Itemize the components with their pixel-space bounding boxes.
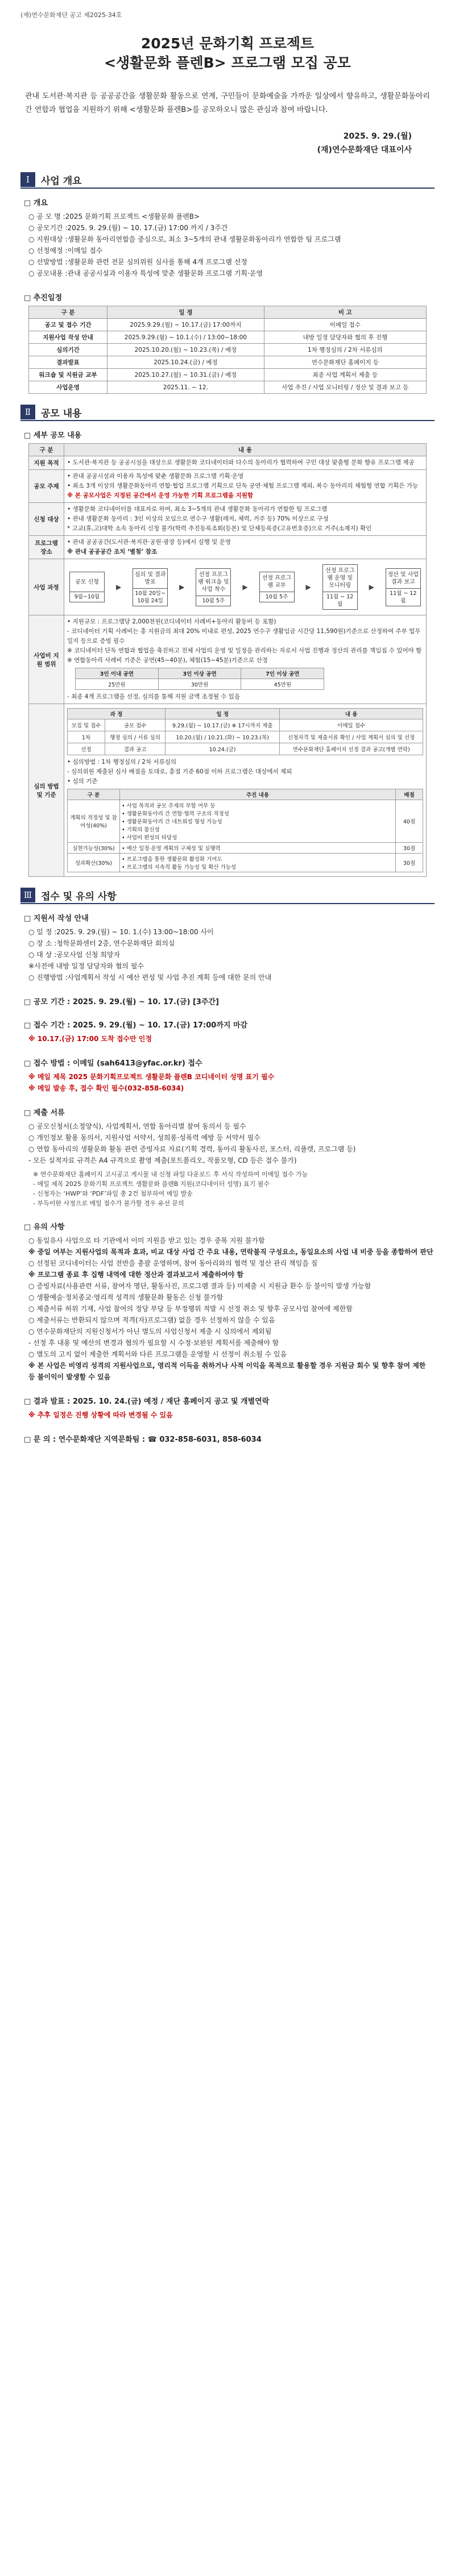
caution-list [20,1235,435,1383]
schedule-col-header: 일 정 [107,306,264,319]
proc-cell: 결과 공고 [105,743,166,755]
place-item: • 관내 공공공간(도서관·복지관·공원·광장 등)에서 실행 및 운영 [67,539,231,546]
overview-key: ○ 공모내용 : [28,269,68,277]
proc-row [68,731,423,743]
support-item: - 코디네이터 기획 사례비는 총 지원금의 최대 20% 이내로 편성, 2025 연수구 생활임금 시간당 11,590원)기준으로 산정하여 주부 업무일지 등으로 증빙 필수 [67,628,421,644]
period-line: □ 공모 기간 : 2025. 9. 29.(월) ~ 10. 17.(금) [3주간] [24,998,219,1006]
proc-cell: 10.20.(월) / 10.21.(화) ~ 10.23.(목) [166,731,280,743]
schedule-cell: 공고 및 접수 기간 [29,319,107,331]
proc-col-date: 일 정 [166,709,280,719]
overview-heading: □ 개요 [24,199,48,207]
caution-item: ○ 동일유사 사업으로 타 기관에서 이미 지원을 받고 있는 경우 중복 지원 불가함 [28,1237,265,1245]
schedule-cell: 2025.9.29.(월) ~ 10.1.(수) / 13:00~18:00 [107,331,264,344]
target-item: • 관내 생활문화 동아리 : 3인 이상의 모임으로 연수구 생활(레저, 체력, 거주 등) 70% 이상으로 구성 [67,515,329,522]
guide-key: ○ 대 상 : [28,951,57,959]
flow-step-date: 10월 20일~ 10월 24일 [133,588,167,606]
caution-heading: □ 유의 사항 [24,1223,65,1231]
caution-item: ○ 선정된 코디네이터는 사업 전반을 총괄 운영하며, 참여 동아리와의 협력 및 정산 관리 책임을 짐 [28,1259,318,1267]
arrow-right-icon: ▶ [369,583,374,591]
flow-step [259,572,295,602]
detail-col-content: 내 용 [64,444,427,456]
schedule-cell: 결과발표 [29,356,107,369]
support-row [29,615,427,704]
fee-col-header: 3인 이내 공연 [76,668,159,679]
flow-step-title: 선정 프로그램 워크숍 및 사업 착수 [198,571,229,593]
guide-list [20,926,435,983]
detail-heading: □ 세부 공모 내용 [24,431,82,440]
overview-item [28,245,435,256]
caution-item: ○ 별도의 고지 없이 제출한 계획서와 다른 프로그램을 운영할 시 선정이 취소될 수 있음 [28,1350,287,1358]
schedule-cell: 최종 사업 계획서 제출 등 [264,369,426,381]
overview-value: 이메일 접수 [67,247,103,255]
detail-col-category: 구 분 [29,444,64,456]
caution-item: ※ 본 사업은 비영리 성격의 지원사업으로, 영리적 이득을 취하거나 사적 이익을 목적으로 활용할 경우 지원금 회수 및 향후 참여 제한 등 불이익이 발생할 수 있음 [28,1362,426,1381]
fee-col-header: 3인 이상 공연 [158,668,241,679]
docs-item: ○ 공모신청서(소정양식), 사업계획서, 연합 동아리별 참여 동의서 등 필수 [28,1122,246,1130]
schedule-cell: 연수문화재단 홈페이지 등 [264,356,426,369]
guide-key: ※ [28,962,35,970]
arrow-right-icon: ▶ [305,583,311,591]
guide-item [28,949,435,960]
contact-line: □ 문 의 : 연수문화재단 지역문화팀 : ☎ 032-858-6031, 858-6034 [24,1435,262,1444]
announce-date: 2025. 9. 29.(월) [343,132,412,141]
criteria-col-header: 배점 [396,789,423,800]
docs-item: ○ 연합 동아리의 생활문화 활동 관련 증빙자료 자료(기획 경력, 동아리 활동사진, 포스터, 리플렛, 프로그램 등) [28,1145,356,1153]
judge-note: • 심의방법 : 1차 행정심의 / 2차 서류심의 [67,759,176,765]
intro-paragraph: 관내 도서관·복지관 등 공공공간을 생활문화 활동으로 연계, 구민들이 문화예술을 가까운 일상에서 향유하고, 생활문화동아리 간 연합과 협업을 지원하기 위해 <생활문화 플렌B>를 공모하오니 많은 관심과 참여 바랍니다. [25,92,430,114]
criteria-row [68,843,423,854]
flow-step-date: 11월 ~ 12월 [386,588,420,606]
guide-item [28,926,435,938]
guide-item [28,960,435,972]
flow-step [69,572,105,602]
caution-item: ※ 프로그램 종료 후 집행 내역에 대한 정산과 결과보고서 제출하여야 함 [28,1271,244,1279]
overview-key: ○ 지원대상 : [28,235,68,243]
schedule-cell: 사업 추진 / 사업 모니터링 / 정산 및 결과 보고 등 [264,381,426,394]
overview-value: 생활문화 동아리연합을 중심으로, 최소 3~5개의 관내 생활문화동아리가 연합한 팀 프로그램 [67,235,341,243]
caution-item: ○ 연수문화재단의 지원신청서가 아닌 별도의 사업신청서 제출 시 심의에서 제외됨 [28,1327,272,1335]
flow-step-title: 선정 프로그램 운영 및 모니터링 [325,568,355,589]
flow-step-date: 10월 5주 [196,596,230,606]
schedule-row [29,331,427,344]
schedule-row [29,344,427,356]
content-row [29,470,427,503]
guide-value: 2025. 9. 29.(월) ~ 10. 1.(수) 13:00~18:00 사이 [56,928,214,936]
section-1-header [20,172,435,189]
overview-value: 2025. 9. 29.(월) ~ 10. 17.(금) 17:00 까지 / 3주간 [67,224,228,232]
schedule-cell: 이메일 접수 [264,319,426,331]
schedule-cell: 2025.9.29.(월) ~ 10.17.(금) 17:00까지 [107,319,264,331]
guide-item [28,972,435,983]
schedule-cell: 사업운영 [29,381,107,394]
criteria-cell: • 예산 일정·운영 계획의 구체성 및 실행력 [120,843,396,854]
criteria-cell: • 사업 목적과 공모 주제의 부합 여부 등 • 생활문화동아리 간 연합·협력 구조의 적정성 • 생활문화동아리 간 네트워킹 형성 가능성 • 기획의 참신성 • 사업비 편성의 타당성 [120,800,396,843]
caution-item: ※ 중일 여부는 지원사업의 목적과 효과, 비교 대상 사업 간 주요 내용, 연락불직 구성요소, 동일요소의 사업 내 비중 등을 종합하여 판단 [28,1248,433,1256]
criteria-cell: • 프로그램을 통한 생활문화 활성화 기여도 • 프로그램의 지속적 활동 가능성 및 확산 가능성 [120,854,396,872]
content-item: • 관내 공공시설과 이용자 특성에 맞춘 생활문화 프로그램 기획·운영 [67,473,244,480]
content-note: ※ 본 공모사업은 지정된 공간에서 운영 가능한 기획 프로그램을 지원함 [67,492,254,499]
caution-item: ○ 제출서류는 반환되지 않으며 적격(자)프로그램) 없을 경우 선정하지 않을 수 있음 [28,1316,275,1324]
criteria-table [67,789,423,872]
proc-cell: 모집 및 접수 [68,719,105,731]
schedule-cell: 2025.10.27.(월) ~ 10.31.(금) / 예정 [107,369,264,381]
target-item: • 생활문화 코디네이터를 대표자로 하여, 최소 3~5개의 관내 생활문화 동아리가 연합한 팀 프로그램 [67,506,328,513]
schedule-col-header: 구 분 [29,306,107,319]
schedule-cell: 1차 행정심의 / 2차 서류심의 [264,344,426,356]
target-label: 신청 대상 [29,503,64,536]
schedule-cell: 지원사업 작성 안내 [29,331,107,344]
proc-row [68,719,423,731]
criteria-cell: 30점 [396,843,423,854]
schedule-row [29,381,427,394]
proc-cell: 공모 접수 [105,719,166,731]
detail-table [28,443,427,877]
purpose-text: • 도서관·복지관 등 공공시설을 대상으로 생활문화 코디네이터와 다수의 동아리가 협력하여 구민 대상 맞춤형 문화 향유 프로그램 제공 [64,456,427,470]
overview-item [28,268,435,279]
docs-heading: □ 제출 서류 [24,1109,65,1117]
fee-table [75,668,324,690]
guide-item [28,938,435,949]
target-row [29,503,427,536]
flow-step-date: 10월 5주 [260,592,294,602]
fee-value: 30만원 [158,679,241,690]
fee-value: 25만원 [76,679,159,690]
arrow-right-icon: ▶ [179,583,185,591]
schedule-col-header: 비 고 [264,306,426,319]
docs-item: - 모든 실적자료 규격은 A4 규격으로 촬영 제출(포트폴리오, 작품모형, CD 등은 접수 불가) [28,1156,297,1164]
target-item: * 고교(휴,고)대학 소속 동아리 신청 불가(학력 추진동록조회(등본) 및 단체등록증(고유번호증)으로 거주(소재지) 확인 [67,525,372,532]
judge-process-table [67,708,423,755]
docs-notes [20,1170,435,1208]
criteria-cell: 계획의 적정성 및 참여성(40%) [68,800,120,843]
criteria-cell: 성과확산(30%) [68,854,120,872]
guide-heading: □ 지원서 작성 안내 [24,914,89,923]
proc-cell: 선정 [68,743,105,755]
overview-item [28,234,435,245]
flow-step [386,568,421,606]
flow-row [29,559,427,615]
proc-cell: 9.29.(월) ~ 10.17.(금) ※ 17시까지 제출 [166,719,280,731]
section-2-number: Ⅱ [20,405,35,419]
section-2-title: 공모 내용 [41,407,82,419]
place-note: ※ 관내 공공공간 조치 ‘별첨’ 참조 [67,548,158,555]
caution-item: - 선정 후 내용 및 예산의 변경과 협의가 필요할 시 수정·보완된 계획서를 제출해야 함 [28,1339,279,1347]
guide-key: ○ 진행방법 : [28,973,68,981]
section-3-header [20,887,435,904]
overview-value: 관내 공공시설과 이용자 특성에 맞춘 생활문화 프로그램 기획·운영 [67,269,263,277]
guide-value: 공모사업 신청 희망자 [56,951,121,959]
purpose-row [29,456,427,470]
proc-cell: 연수문화재단 홈페이지 선정 결과 공고(개별 연락) [280,743,423,755]
judge-label: 심의 방법 및 기준 [29,704,64,877]
proc-col-content: 내 용 [280,709,423,719]
overview-key: ○ 공모기간 : [28,224,68,232]
flow-step [133,568,168,606]
section-2-header [20,404,435,421]
schedule-cell: 내방 일정 담당자와 협의 후 진행 [264,331,426,344]
support-item: ※ 코디네이터 단독 연합과 협업을 축진하고 전체 사업의 운영 및 일정을 관리하는 자로서 사업 진행과 정산의 관리를 책임짐 수 있어야 함 [67,647,422,654]
method-note: ※ 메일 발송 후, 접수 확인 필수(032-858-6034) [28,1084,184,1092]
overview-key: ○ 공 모 명 : [28,213,65,220]
title-line-2: <생활문화 플렌B> 프로그램 모집 공모 [104,55,351,71]
proc-col-stage: 과 정 [68,709,166,719]
overview-item [28,211,435,222]
method-note: ※ 메일 제목 2025 문화기획프로젝트 생활문화 플렌B 코디네이터 성명 표기 필수 [28,1073,275,1081]
process-flow [67,561,423,613]
caution-item: ○ 생활예술·정치종교·영리적 성격의 생활문화 활동은 신청 불가함 [28,1293,224,1301]
schedule-cell: 2025.10.20.(월) ~ 10.23.(목) / 예정 [107,344,264,356]
flow-step-title: 심의 및 결과발표 [134,571,166,585]
judge-note: • 심의 기준 [67,778,98,785]
proc-cell: 1차 [68,731,105,743]
overview-item [28,256,435,268]
criteria-col-header: 주진 내용 [120,789,396,800]
fee-col-header: 7인 이상 공연 [241,668,324,679]
guide-value: 사전에 내방 일정 담당자와 협의 필수 [34,962,144,970]
criteria-cell: 실현가능성(30%) [68,843,120,854]
flow-step-title: 정산 및 사업 결과 보고 [387,571,419,585]
flow-step-title: 공모 신청 [75,579,99,585]
flow-label: 사업 과정 [29,559,64,615]
place-label: 프로그램 장소 [29,536,64,559]
docs-list [20,1121,435,1166]
result-note: ※ 추후 일정은 진행 상황에 따라 변경될 수 있음 [28,1411,173,1419]
title-block [20,34,435,73]
overview-item [28,222,435,234]
schedule-row [29,319,427,331]
schedule-heading: □ 추진일정 [24,294,63,302]
guide-key: ○ 일 정 : [28,928,57,936]
arrow-right-icon: ▶ [242,583,248,591]
caution-item: ○ 증빙자료(사용관련 서류, 참여자 명단, 활동사진, 프로그램 결과 등) 미제출 시 지원금 환수 등 불이익 발생 가능함 [28,1282,371,1290]
section-1-title: 사업 개요 [41,175,82,187]
overview-key: ○ 선발방법 : [28,258,68,266]
criteria-cell: 30점 [396,854,423,872]
notice-number: (재)연수문화재단 공고 제2025-34호 [20,11,122,19]
support-item: ※ 연합동아리 사례비 기준은 공연(45~40분), 체험(15~45분)기준으로 산정 [67,657,268,664]
flow-step-date: 11월 ~ 12월 [323,592,357,609]
proc-row [68,743,423,755]
method-line: □ 접수 방법 : 이메일 (sah6413@yfac.or.kr) 접수 [24,1059,202,1068]
content-item: • 최소 3개 이상의 생활문화동아리 연합·협업 프로그램 기획으로 단독 공연·체험 프로그램 제외, 복수 동아리의 체험형 연합 기획은 가능 [67,482,419,489]
flow-step [322,564,358,610]
docs-note: ※ 연수문화재단 홈페이지 고시공고 게시물 내 신청 파일 다운로드 후 서식 작성하여 이메일 접수 가능 [33,1171,308,1178]
schedule-cell: 2025.11. ~ 12. [107,381,264,394]
receipt-note: ※ 10.17.(금) 17:00 도착 접수만 인정 [28,1035,152,1043]
judge-note: - 심의위원 제출된 심사 배점을 토대로, 총점 기준 60점 이하 프로그램은 대상에서 제외 [67,768,292,775]
section-3-title: 접수 및 유의 사항 [41,890,117,902]
content-label: 공모 주제 [29,470,64,503]
proc-cell: 신청자격 및 제출서류 확인 / 사업 계획서 심의 및 선정 [280,731,423,743]
section-1-number: Ⅰ [20,172,35,187]
announce-org: (재)연수문화재단 대표이사 [317,145,412,155]
judge-row [29,704,427,877]
arrow-right-icon: ▶ [115,583,122,591]
docs-note: - 신청자는 ‘HWP’와 ‘PDF’파일 총 2건 첨부하여 메일 발송 [33,1190,193,1197]
support-item: • 지원규모 : 프로그램당 2,000천원(코디네이터 사례비+동아리 활동비 등 포함) [67,618,276,625]
docs-item: ○ 개인정보 활용 동의서, 지원사업 서약서, 성희롱·성폭력 예방 등 서약서 필수 [28,1134,260,1142]
proc-cell: 10.24.(금) [166,743,280,755]
guide-value: 사업계획서 작성 시 예산 편성 및 사업 추진 계획 등에 대한 문의 안내 [67,973,272,981]
receipt-line: □ 접수 기간 : 2025. 9. 29.(월) ~ 10. 17.(금) 17:00까지 마감 [24,1021,248,1030]
place-row [29,536,427,559]
purpose-label: 지원 목적 [29,456,64,470]
overview-key: ○ 선정예정 : [28,247,68,255]
schedule-cell: 2025.10.24.(금) / 예정 [107,356,264,369]
guide-value: 청학문화센터 2층, 연수문화재단 회의실 [56,939,175,947]
criteria-col-header: 구 분 [68,789,120,800]
docs-note: - 메일 제목 2025 문화기획 프로젝트 생활문화 플렌B 지원(코디네이터 성명) 표기 필수 [33,1180,270,1188]
title-line-1: 2025년 문화기획 프로젝트 [140,35,315,52]
overview-list [20,211,435,279]
criteria-row [68,854,423,872]
overview-value: 2025 문화기획 프로젝트 <생활문화 플렌B> [65,213,200,220]
docs-note: - 부득이한 사정으로 메일 접수가 불가할 경우 유선 문의 [33,1200,184,1207]
flow-step-title: 선정 프로그램 교부 [262,575,292,589]
schedule-row [29,356,427,369]
overview-value: 생활문화 관련 전문 심의위원 심사를 통해 4개 프로그램 선정 [67,258,247,266]
support-foot: - 최종 4개 프로그램을 선정, 심의를 통해 지원 금액 조정될 수 있음 [67,693,241,700]
flow-step-date: 9월~10월 [70,592,104,602]
proc-cell: 행정 심의 / 서류 심의 [105,731,166,743]
schedule-row [29,369,427,381]
result-line: □ 결과 발표 : 2025. 10. 24.(금) 예정 / 재단 홈페이지 공고 및 개별연락 [24,1397,270,1406]
flow-step [196,568,231,606]
fee-value: 45만원 [241,679,324,690]
caution-item: ○ 제출서류 허위 기재, 사업 참여의 정당 부당 등 부정행위 적발 시 선정 취소 및 향후 공모사업 참여에 제한함 [28,1305,353,1313]
guide-key: ○ 장 소 : [28,939,57,947]
schedule-cell: 심의기간 [29,344,107,356]
section-3-number: Ⅲ [20,888,35,902]
proc-cell: 이메일 접수 [280,719,423,731]
schedule-table [28,306,427,394]
support-label: 사업비 지원 범위 [29,615,64,704]
schedule-cell: 워크숍 및 지원금 교부 [29,369,107,381]
criteria-cell: 40점 [396,800,423,843]
criteria-row [68,800,423,843]
